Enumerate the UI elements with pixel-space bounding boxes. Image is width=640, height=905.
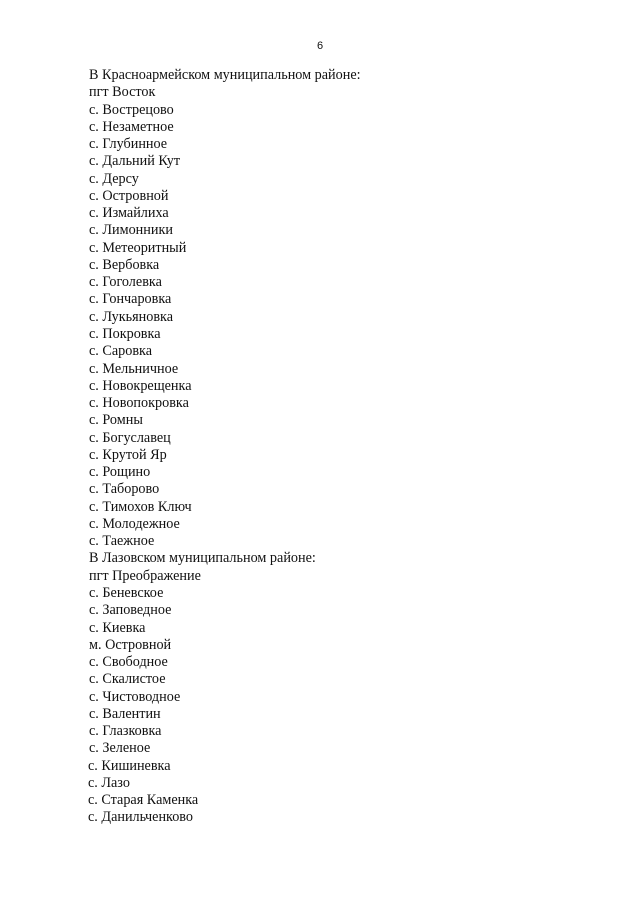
- settlement-item: с. Скалистое: [89, 671, 166, 688]
- settlement-item: с. Глазковка: [89, 723, 162, 740]
- settlement-item: с. Островной: [89, 187, 169, 204]
- settlement-item: с. Данильченково: [88, 809, 194, 826]
- settlement-item: с. Незаметное: [89, 118, 174, 135]
- settlement-item: с. Молодежное: [89, 515, 180, 532]
- settlement-item: пгт Восток: [89, 84, 156, 101]
- settlement-item: с. Новопокровка: [89, 395, 189, 412]
- section-heading: В Лазовском муниципальном районе:: [89, 550, 316, 567]
- settlement-item: с. Свободное: [89, 654, 168, 671]
- settlement-item: с. Гончаровка: [89, 291, 172, 308]
- settlement-item: с. Вербовка: [89, 256, 160, 273]
- page-number: 6: [316, 40, 324, 52]
- settlement-item: с. Валентин: [89, 705, 161, 722]
- settlement-item: с. Новокрещенка: [89, 377, 192, 394]
- settlement-item: с. Дальний Кут: [89, 153, 181, 170]
- settlement-item: с. Беневское: [89, 584, 164, 601]
- settlement-item: с. Заповедное: [89, 602, 172, 619]
- settlement-item: с. Метеоритный: [89, 239, 187, 256]
- settlement-item: с. Кишиневка: [88, 757, 171, 774]
- settlement-item: с. Киевка: [89, 619, 146, 636]
- settlement-item: с. Дерсу: [89, 170, 139, 187]
- settlement-item: с. Старая Каменка: [88, 792, 199, 809]
- settlement-item: с. Таежное: [89, 533, 155, 550]
- settlement-item: с. Покровка: [89, 325, 161, 342]
- settlement-item: с. Вострецово: [89, 101, 174, 118]
- settlement-item: с. Таборово: [89, 481, 160, 498]
- section-heading: В Красноармейском муниципальном районе:: [89, 67, 361, 83]
- settlement-item: с. Зеленое: [89, 740, 151, 757]
- settlement-item: с. Мельничное: [89, 360, 179, 377]
- settlement-item: с. Чистоводное: [89, 688, 181, 705]
- settlement-item: с. Богуславец: [89, 429, 171, 446]
- settlement-item: пгт Преображение: [89, 567, 201, 584]
- settlement-item: с. Глубинное: [89, 136, 168, 153]
- settlement-item: с. Ромны: [89, 412, 143, 429]
- settlement-item: с. Гоголевка: [89, 274, 162, 291]
- settlement-item: с. Саровка: [89, 343, 153, 360]
- settlement-item: с. Лимонники: [89, 222, 173, 239]
- settlement-item: с. Лазо: [88, 774, 130, 791]
- settlement-item: с. Тимохов Ключ: [89, 498, 192, 515]
- settlement-item: с. Крутой Яр: [89, 446, 167, 463]
- settlement-item: с. Измайлиха: [89, 205, 169, 222]
- settlement-item: с. Рощино: [89, 464, 151, 481]
- settlement-item: с. Лукьяновка: [89, 308, 174, 325]
- settlement-item: м. Островной: [89, 636, 172, 653]
- settlement-list: [89, 67, 361, 827]
